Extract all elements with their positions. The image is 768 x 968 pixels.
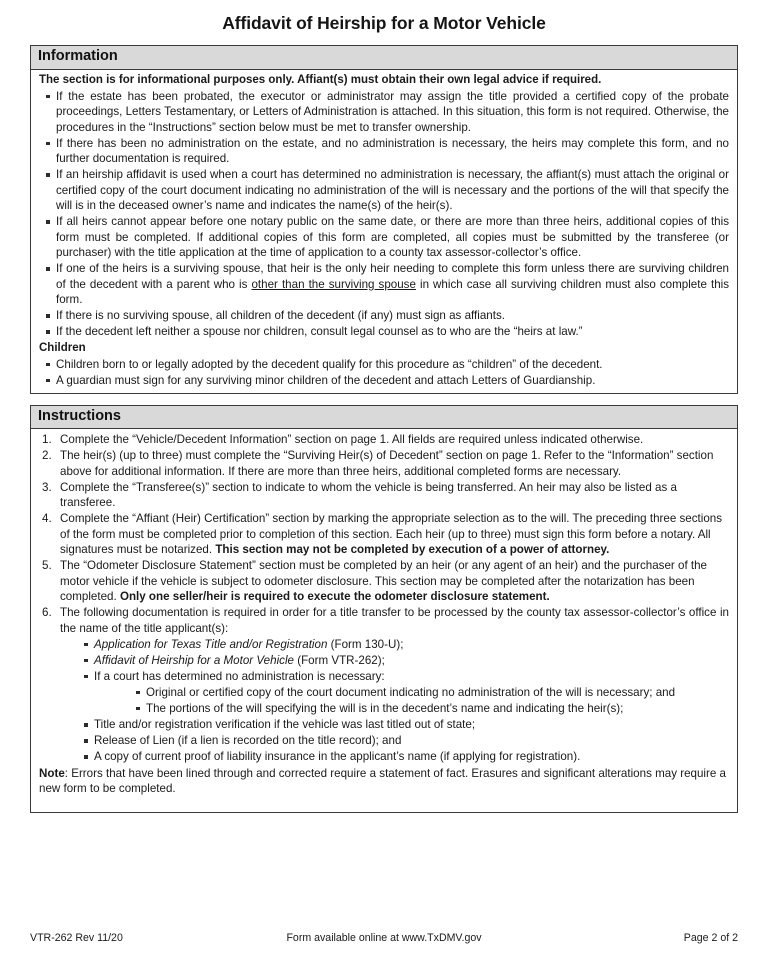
information-section xyxy=(30,45,738,394)
page-title: Affidavit of Heirship for a Motor Vehicle xyxy=(222,13,546,33)
item6-intro-text: The following documentation is required in order for a title transfer to be processed by the county tax assessor-collector’s office in the name of the title applicant(s): xyxy=(60,606,729,635)
children-subheading: Children xyxy=(39,341,86,354)
list-item: A copy of current proof of liability insurance in the applicant’s name (if applying for registration). xyxy=(76,749,729,764)
footer-form-number: VTR-262 Rev 11/20 xyxy=(30,932,123,944)
instructions-section-header: Instructions xyxy=(31,406,737,430)
instructions-section xyxy=(30,405,738,813)
page-footer xyxy=(30,932,738,944)
item5-text: The “Odometer Disclosure Statement” section must be completed by an heir (or any agent of an heir) and the purchaser of the motor vehicle if the vehicle is subject to odometer disclosure. This section may be completed after the notarization has been completed. xyxy=(60,559,708,604)
footer-page-number: Page 2 of 2 xyxy=(683,932,738,944)
doc1-rest: (Form 130-U); xyxy=(327,637,404,651)
list-item xyxy=(39,558,729,604)
information-bullet-list xyxy=(39,89,729,340)
list-item: If there is no surviving spouse, all children of the decedent (if any) must sign as affiants. xyxy=(39,308,729,323)
information-section-header: Information xyxy=(31,46,737,70)
list-item-surviving-spouse xyxy=(39,261,729,307)
instructions-note xyxy=(39,766,729,797)
note-text: : Errors that have been lined through and corrected require a statement of fact. Erasures and significant alterations may require a new form to be completed. xyxy=(39,766,726,796)
doc3-text: If a court has determined no administration is necessary: xyxy=(94,669,385,683)
list-item xyxy=(76,653,729,668)
list-item: If all heirs cannot appear before one notary public on the same date, or there are more than three heirs, additional copies of this form must be completed. If additional copies of this form are completed, all copies must be submitted by the transferee (or purchaser) with the title application at the time of application to a county tax assessor-collector’s office. xyxy=(39,214,729,260)
list-item: If the estate has been probated, the executor or administrator may assign the title provided a certified copy of the probate proceedings, Letters Testamentary, or Letters of Administration is attached. In this situation, this form is not required. Otherwise, the procedures in the “Instructions” section below must be met to transfer ownership. xyxy=(39,89,729,135)
item6-document-list xyxy=(76,637,729,765)
item6-court-sublist xyxy=(128,685,729,717)
spouse-text-underlined: other than the surviving spouse xyxy=(251,277,416,291)
list-item xyxy=(39,511,729,557)
list-item: Release of Lien (if a lien is recorded on the title record); and xyxy=(76,733,729,748)
list-item: Complete the “Vehicle/Decedent Information” section on page 1. All fields are required unless indicated otherwise. xyxy=(60,433,644,447)
list-item: If there has been no administration on the estate, and no administration is necessary, the heirs may complete this form, and no further documentation is required. xyxy=(39,136,729,167)
instructions-section-body xyxy=(31,429,737,812)
instructions-numbered-list xyxy=(39,432,729,765)
item5-bold-text: Only one seller/heir is required to execute the odometer disclosure statement. xyxy=(119,590,550,604)
item4-text: Complete the “Affiant (Heir) Certification” section by marking the appropriate selection as to the will. The preceding three sections of the form must be completed prior to completion of this section. Each heir (up to three) must sign this form before a notary. All signatures must be notarized. xyxy=(60,512,723,557)
list-item xyxy=(39,605,729,764)
list-item: Children born to or legally adopted by the decedent qualify for this procedure as “children” of the decedent. xyxy=(39,357,729,372)
item6-court-sublist-wrap xyxy=(94,685,729,717)
list-item xyxy=(76,637,729,652)
item6-document-list-wrap xyxy=(60,637,729,765)
information-lead-text: The section is for informational purposes only. Affiant(s) must obtain their own legal advice if required. xyxy=(39,73,602,86)
children-bullet-list xyxy=(39,357,729,389)
doc1-italic-title: Application for Texas Title and/or Registration xyxy=(94,637,328,651)
list-item: Complete the “Transferee(s)” section to indicate to whom the vehicle is being transferred. An heir may also be listed as a transferee. xyxy=(60,480,677,510)
list-item: Original or certified copy of the court document indicating no administration of the will is necessary; and xyxy=(128,685,729,700)
list-item: The portions of the will specifying the will is in the decedent’s name and indicating the heir(s); xyxy=(128,701,729,716)
spouse-text-part1: If one of the heirs is a surviving spouse, that heir is the only heir needing to complete this form unless there are surviving children of the decedent with a parent who is xyxy=(56,262,729,291)
information-section-body xyxy=(31,70,737,393)
list-item: Title and/or registration verification if the vehicle was last titled out of state; xyxy=(76,717,729,732)
doc2-italic-title: Affidavit of Heirship for a Motor Vehicle xyxy=(94,653,294,667)
note-label: Note xyxy=(39,766,65,780)
list-item: If the decedent left neither a spouse nor children, consult legal counsel as to who are the “heirs at law.” xyxy=(39,324,729,339)
list-item: If an heirship affidavit is used when a court has determined no administration is necessary, the affiant(s) must attach the original or certified copy of the court document indicating no administration of the will is necessary and the portions of the will that specify the will is in the deceased owner’s name and indicates the name(s) of the heir(s). xyxy=(39,167,729,213)
item4-bold-text: This section may not be completed by execution of a power of attorney. xyxy=(215,543,610,557)
list-item: A guardian must sign for any surviving minor children of the decedent and attach Letters of Guardianship. xyxy=(39,373,729,388)
list-item xyxy=(76,669,729,717)
spouse-text-part2: in which case all surviving children must also complete this form. xyxy=(56,277,730,307)
doc2-rest: (Form VTR-262); xyxy=(293,653,385,667)
list-item: The heir(s) (up to three) must complete the “Surviving Heir(s) of Decedent” section on page 1. Refer to the “Information” section above for additional information. If there are more than three heirs, additional completed forms are necessary. xyxy=(60,449,714,478)
footer-website-note: Form available online at www.TxDMV.gov xyxy=(286,932,482,944)
